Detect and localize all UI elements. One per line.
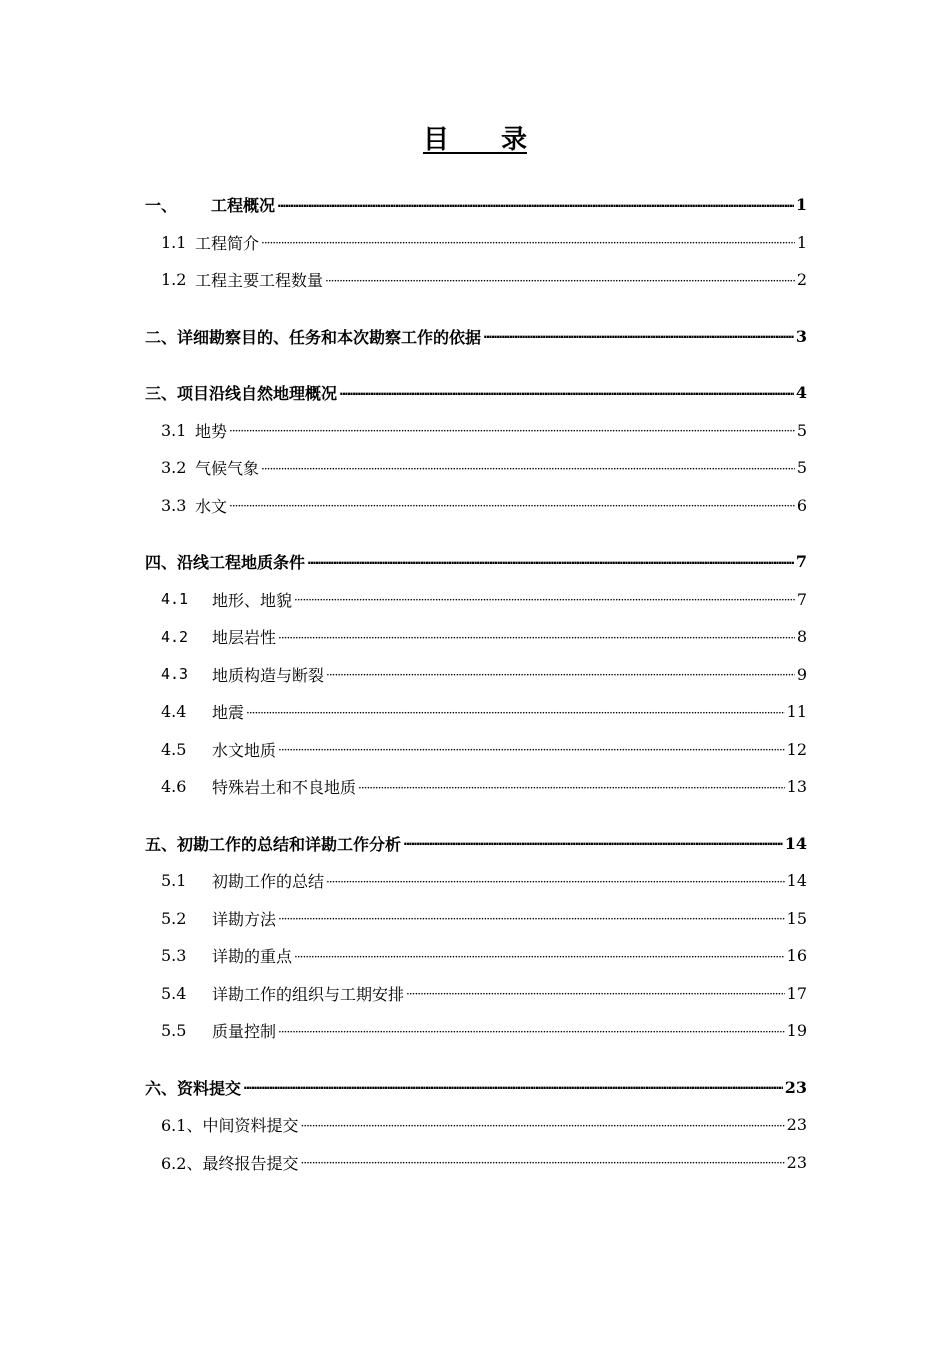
toc-dot-leader [326, 667, 795, 683]
toc-entry[interactable] [145, 618, 807, 656]
toc-entry-number: 四、 [145, 553, 178, 573]
toc-dot-leader [261, 461, 795, 477]
toc-entry-page: 8 [796, 627, 807, 647]
toc-entry[interactable] [145, 656, 807, 694]
toc-entry[interactable] [145, 261, 807, 299]
toc-entry[interactable] [145, 975, 807, 1013]
toc-entry-number: 4.4 [161, 702, 187, 722]
toc-entry-number: 3.1 [161, 420, 187, 440]
toc-entry-number: 3.3 [161, 495, 187, 515]
toc-entry-label: 资料提交 [177, 1078, 242, 1098]
toc-entry-page: 7 [796, 589, 807, 609]
toc-dot-leader [243, 1080, 783, 1096]
toc-entry-number: 1.1 [161, 232, 187, 252]
toc-entry-label: 地层岩性 [212, 628, 277, 648]
toc-entry-page: 6 [796, 495, 807, 515]
toc-entry-label: 工程简介 [195, 233, 260, 253]
toc-entry-label: 中间资料提交 [202, 1116, 299, 1136]
toc-entry-page: 9 [796, 664, 807, 684]
page-title [0, 122, 950, 158]
toc-entry-label: 工程概况 [211, 196, 276, 216]
toc-entry-number: 6.2、 [161, 1153, 203, 1173]
toc-entry[interactable] [145, 900, 807, 938]
toc-entry[interactable] [145, 768, 807, 806]
toc-entry-number: 4.5 [161, 739, 187, 759]
toc-entry-number: 5.2 [161, 908, 187, 928]
toc-entry-label: 水文 [195, 496, 228, 516]
toc-entry-page: 13 [786, 777, 807, 797]
toc-entry-label: 气候气象 [195, 459, 260, 479]
toc-entry-number: 5.5 [161, 1021, 187, 1041]
toc-dot-leader [278, 1024, 785, 1040]
toc-entry[interactable] [145, 186, 807, 224]
toc-entry-label: 工程主要工程数量 [195, 271, 324, 291]
toc-entry[interactable] [145, 1106, 807, 1144]
toc-entry-page: 1 [795, 195, 807, 215]
toc-entry-number: 三、 [145, 384, 178, 404]
toc-entry[interactable] [145, 1144, 807, 1182]
toc-dot-leader [294, 949, 785, 965]
toc-dot-leader [278, 911, 785, 927]
toc-dot-leader [307, 555, 794, 571]
toc-entry-label: 详勘的重点 [212, 947, 293, 967]
toc-entry-page: 23 [786, 1115, 807, 1135]
toc-dot-leader [261, 235, 795, 251]
toc-entry-page: 5 [796, 420, 807, 440]
toc-entry-label: 地势 [195, 421, 228, 441]
toc-entry-label: 详勘方法 [212, 909, 277, 929]
toc-entry-number: 二、 [145, 327, 178, 347]
toc-dot-leader [483, 329, 794, 345]
toc-entry-page: 5 [796, 458, 807, 478]
toc-dot-leader [300, 1155, 784, 1171]
toc-entry-label: 初勘工作的总结 [212, 872, 325, 892]
toc-entry-label: 详勘工作的组织与工期安排 [212, 984, 405, 1004]
toc-entry-number: 4.6 [161, 777, 187, 797]
toc-entry[interactable] [145, 1012, 807, 1050]
toc-entry-page: 3 [795, 326, 807, 346]
toc-entry-page: 23 [784, 1077, 807, 1097]
toc-entry-label: 项目沿线自然地理概况 [177, 384, 338, 404]
toc-entry-number: 一、 [145, 196, 178, 216]
toc-entry[interactable] [145, 374, 807, 412]
toc-entry-page: 14 [784, 833, 807, 853]
toc-entry-page: 7 [795, 552, 807, 572]
toc-dot-leader [403, 836, 783, 852]
toc-entry-page: 16 [786, 946, 807, 966]
toc-entry[interactable] [145, 1069, 807, 1107]
toc-entry-number: 4.1 [161, 590, 189, 609]
toc-dot-leader [326, 874, 785, 890]
toc-entry-number: 6.1、 [161, 1116, 203, 1136]
toc-entry-page: 1 [796, 232, 807, 252]
toc-entry-page: 15 [786, 908, 807, 928]
toc-entry[interactable] [145, 412, 807, 450]
toc-entry-label: 最终报告提交 [202, 1153, 299, 1173]
toc-entry-number: 五、 [145, 834, 178, 854]
toc-entry-label: 特殊岩土和不良地质 [212, 778, 357, 798]
toc-entry[interactable] [145, 224, 807, 262]
toc-entry-page: 2 [796, 270, 807, 290]
toc-entry-number: 5.1 [161, 871, 187, 891]
toc-dot-leader [358, 780, 785, 796]
toc-entry-page: 4 [795, 383, 807, 403]
toc-entry[interactable] [145, 318, 807, 356]
toc-entry-page: 12 [786, 739, 807, 759]
toc-entry-label: 详细勘察目的、任务和本次勘察工作的依据 [177, 327, 482, 347]
toc-entry[interactable] [145, 862, 807, 900]
toc-dot-leader [278, 630, 795, 646]
toc-dot-leader [229, 498, 795, 514]
toc-dot-leader [229, 423, 795, 439]
toc-entry-number: 5.3 [161, 946, 187, 966]
toc-entry-page: 23 [786, 1152, 807, 1172]
toc-entry-page: 11 [786, 702, 807, 722]
toc-dot-leader [300, 1118, 784, 1134]
toc-entry[interactable] [145, 825, 807, 863]
toc-dot-leader [278, 742, 785, 758]
toc-entry-page: 17 [786, 983, 807, 1003]
toc-entry-page: 19 [786, 1021, 807, 1041]
page-title-text: 目 录 [422, 125, 527, 155]
table-of-contents [145, 186, 807, 1181]
toc-dot-leader [294, 592, 795, 608]
toc-entry[interactable] [145, 693, 807, 731]
toc-entry[interactable] [145, 487, 807, 525]
toc-entry[interactable] [145, 449, 807, 487]
toc-dot-leader [406, 986, 785, 1002]
toc-entry[interactable] [145, 543, 807, 581]
toc-entry-number: 1.2 [161, 270, 187, 290]
toc-entry-label: 地震 [212, 703, 245, 723]
toc-entry-label: 水文地质 [212, 740, 277, 760]
toc-entry-number: 5.4 [161, 983, 187, 1003]
toc-entry-number: 3.2 [161, 458, 187, 478]
toc-entry[interactable] [145, 731, 807, 769]
toc-entry-label: 初勘工作的总结和详勘工作分析 [177, 834, 402, 854]
toc-entry-label: 质量控制 [212, 1022, 277, 1042]
toc-entry-number: 4.2 [161, 627, 189, 646]
toc-entry-number: 4.3 [161, 665, 189, 684]
toc-entry-label: 沿线工程地质条件 [177, 553, 306, 573]
toc-entry-page: 14 [786, 871, 807, 891]
toc-entry[interactable] [145, 937, 807, 975]
toc-dot-leader [246, 705, 785, 721]
toc-entry-number: 六、 [145, 1078, 178, 1098]
toc-dot-leader [277, 198, 794, 214]
toc-dot-leader [325, 273, 795, 289]
toc-entry[interactable] [145, 581, 807, 619]
toc-entry-label: 地形、地貌 [212, 590, 293, 610]
toc-dot-leader [339, 386, 794, 402]
toc-entry-label: 地质构造与断裂 [212, 665, 325, 685]
